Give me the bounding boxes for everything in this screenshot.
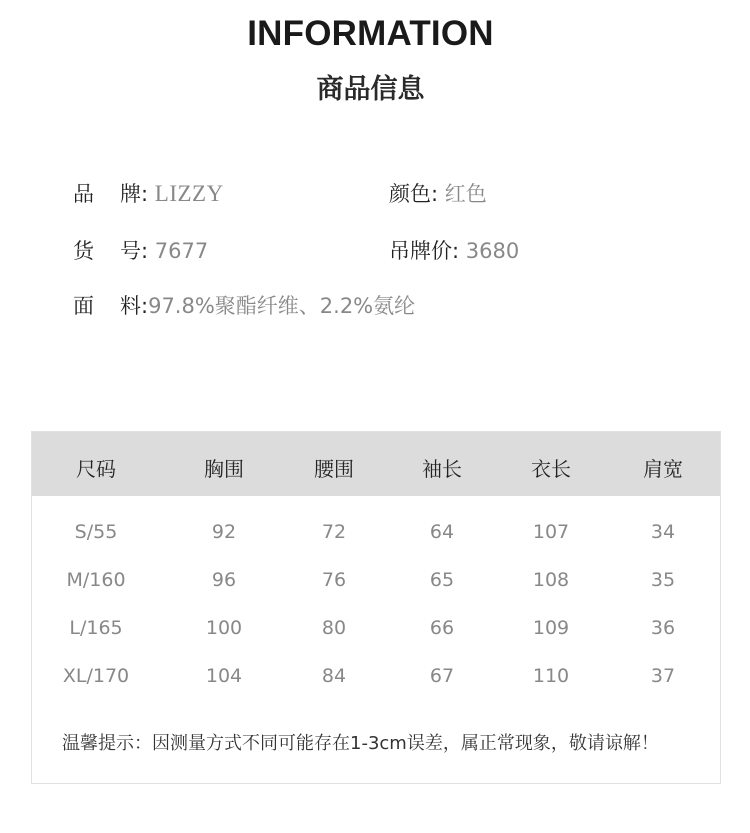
cell-length: 108	[532, 569, 570, 591]
cell-waist: 72	[321, 521, 347, 543]
info-color	[389, 178, 487, 208]
cell-shoulder: 36	[650, 617, 676, 639]
color-value: 红色	[444, 182, 487, 206]
price-label: 吊牌价:	[389, 239, 460, 263]
cell-length: 107	[532, 521, 570, 543]
cell-sleeve: 66	[429, 617, 455, 639]
header-waist: 腰围	[314, 457, 354, 481]
sku-label-2: 号:	[120, 239, 149, 263]
cell-length: 110	[532, 665, 570, 687]
sku-value: 7677	[154, 239, 209, 263]
brand-label-1: 品	[73, 182, 94, 206]
cell-waist: 84	[321, 665, 347, 687]
info-brand	[73, 178, 224, 208]
cell-sleeve: 67	[429, 665, 455, 687]
header-length: 衣长	[531, 457, 571, 481]
color-label: 颜色:	[389, 182, 439, 206]
fabric-label-1: 面	[73, 294, 94, 318]
cell-waist: 80	[321, 617, 347, 639]
cell-size: XL/170	[62, 665, 130, 687]
header-shoulder: 肩宽	[643, 457, 683, 481]
cell-waist: 76	[321, 569, 347, 591]
cell-chest: 104	[205, 665, 243, 687]
fabric-value: 97.8%聚酯纤维、2.2%氨纶	[148, 294, 416, 318]
brand-label-2: 牌:	[120, 182, 149, 206]
cell-size: M/160	[66, 569, 126, 591]
sku-label-1: 货	[73, 239, 94, 263]
header-chest: 胸围	[204, 457, 244, 481]
page-title-cn: 商品信息	[316, 74, 425, 105]
header-size: 尺码	[76, 457, 116, 481]
info-sku	[73, 235, 208, 265]
cell-shoulder: 34	[650, 521, 676, 543]
cell-chest: 96	[211, 569, 237, 591]
cell-shoulder: 35	[650, 569, 676, 591]
cell-sleeve: 65	[429, 569, 455, 591]
cell-size: L/165	[69, 617, 123, 639]
header-sleeve: 袖长	[422, 457, 462, 481]
brand-value: LIZZY	[154, 181, 224, 206]
cell-size: S/55	[74, 521, 118, 543]
measurement-note: 温馨提示：因测量方式不同可能存在1-3cm误差，属正常现象，敬请谅解！	[62, 733, 659, 754]
page-title-en: INFORMATION	[247, 14, 494, 53]
cell-chest: 92	[211, 521, 237, 543]
info-price	[389, 235, 519, 265]
fabric-label-2: 料:	[120, 294, 149, 318]
size-table-header	[32, 432, 720, 496]
price-value: 3680	[465, 239, 520, 263]
cell-sleeve: 64	[429, 521, 455, 543]
cell-chest: 100	[205, 617, 243, 639]
size-table	[31, 431, 721, 784]
info-fabric	[73, 290, 415, 320]
cell-shoulder: 37	[650, 665, 676, 687]
cell-length: 109	[532, 617, 570, 639]
